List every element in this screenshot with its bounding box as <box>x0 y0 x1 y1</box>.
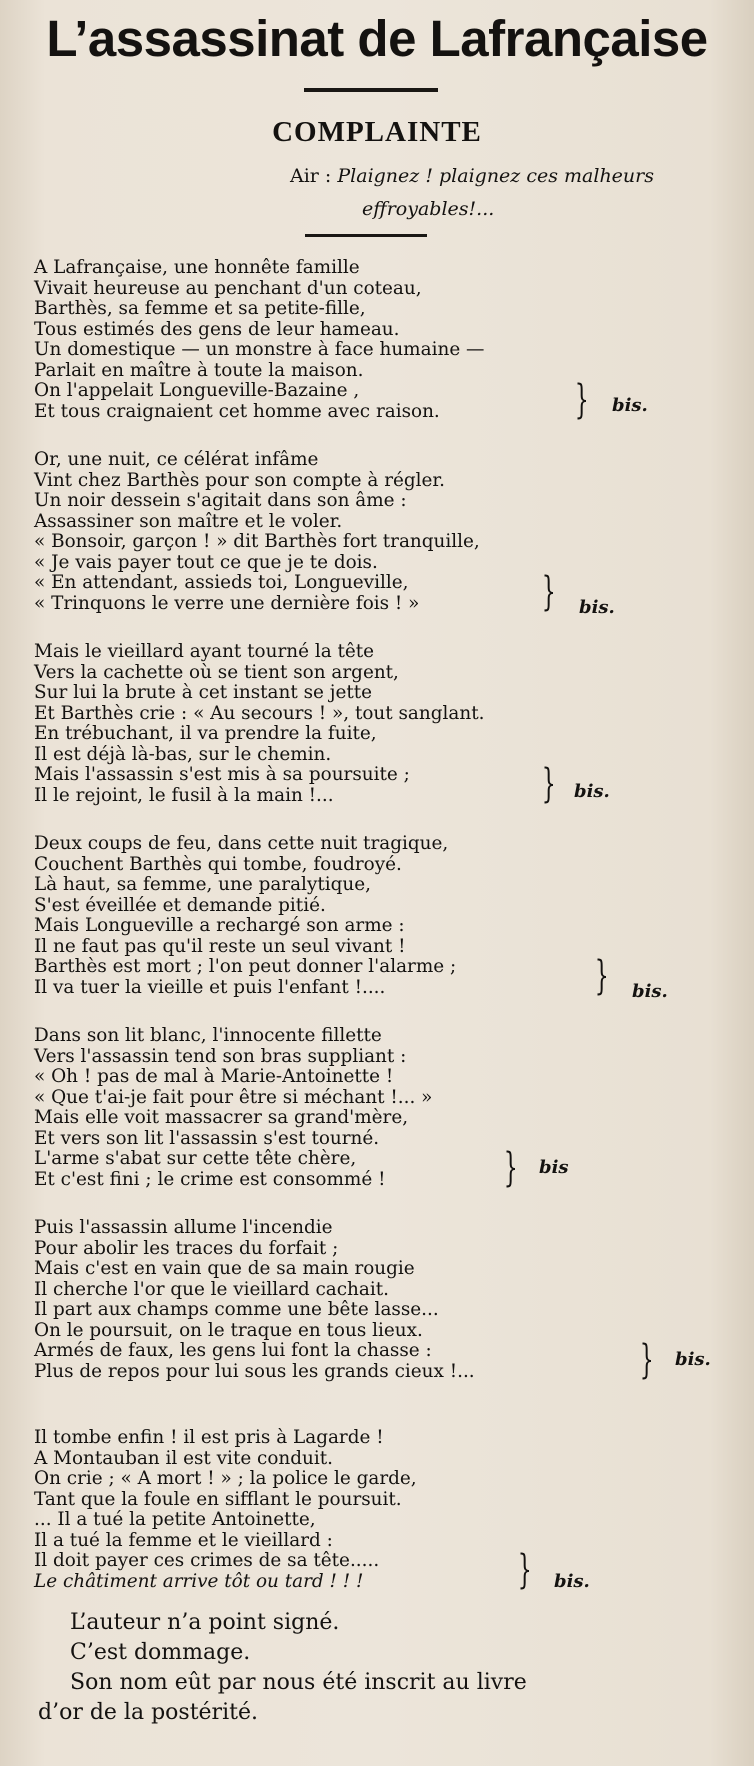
refrain-brace: } <box>594 953 609 999</box>
verse-line: Il est déjà là-bas, sur le chemin. <box>34 743 332 765</box>
refrain-brace: } <box>639 1337 654 1383</box>
verse-line: Le châtiment arrive tôt ou tard ! ! ! <box>34 1570 364 1592</box>
air-indication <box>290 160 730 226</box>
verse-line: Barthès est mort ; l'on peut donner l'alarme ; <box>34 956 457 977</box>
note-line: C’est dommage. <box>70 1640 251 1665</box>
verse-line: Il va tuer la vieille et puis l'enfant !.... <box>34 976 386 998</box>
verse-line: On crie ; « A mort ! » ; la police le garde, <box>34 1468 417 1489</box>
verse-line: Mais c'est en vain que de sa main rougie <box>34 1258 415 1279</box>
verse-line: Dans son lit blanc, l'innocente fillette <box>34 1025 382 1046</box>
air-label: Air : <box>290 165 332 187</box>
verse-line: Pour abolir les traces du forfait ; <box>34 1237 339 1259</box>
bis-label: bis. <box>612 395 648 416</box>
verse-line: Il part aux champs comme une bête lasse... <box>34 1299 439 1320</box>
verse-line: Là haut, sa femme, une paralytique, <box>34 874 371 895</box>
verse-line: Plus de repos pour lui sous les grands cieux !... <box>34 1360 475 1382</box>
stanza-7 <box>34 1428 734 1592</box>
verse-line: « Oh ! pas de mal à Marie-Antoinette ! <box>34 1066 394 1087</box>
verse-line: Vint chez Barthès pour son compte à régler. <box>34 469 446 491</box>
note-line: L’auteur n’a point signé. <box>70 1610 340 1635</box>
verse-line: Un noir dessein s'agitait dans son âme : <box>34 490 407 511</box>
title-divider <box>304 88 438 92</box>
verse-line: « En attendant, assieds toi, Longueville, <box>34 572 409 593</box>
bis-label: bis. <box>632 981 668 1002</box>
verse-line: Assassiner son maître et le voler. <box>34 510 343 532</box>
verse-line: Il cherche l'or que le vieillard cachait. <box>34 1278 389 1300</box>
stanza-6 <box>34 1218 734 1382</box>
verse-line: Vers l'assassin tend son bras suppliant : <box>34 1045 407 1067</box>
subtitle: COMPLAINTE <box>272 116 482 148</box>
note-line: d’or de la postérité. <box>38 1700 258 1725</box>
bis-label: bis. <box>675 1349 711 1370</box>
verse-line: Parlait en maître à toute la maison. <box>34 359 364 381</box>
refrain-brace: } <box>541 569 556 615</box>
verse-line: Mais le vieillard ayant tourné la tête <box>34 641 375 662</box>
refrain-brace: } <box>541 761 556 807</box>
verse-line: Mais elle voit massacrer sa grand'mère, <box>34 1107 409 1128</box>
verse-line: Armés de faux, les gens lui font la chasse : <box>34 1340 432 1361</box>
verse-line: Et tous craignaient cet homme avec raison. <box>34 400 440 422</box>
verse-line: Or, une nuit, ce célérat infâme <box>34 449 319 470</box>
stanza-1 <box>34 258 734 422</box>
note-line: Son nom eût par nous été inscrit au livre <box>70 1670 527 1695</box>
verse-line: A Lafrançaise, une honnête famille <box>34 257 360 278</box>
stanza-2 <box>34 449 734 618</box>
verse-line: « Je vais payer tout ce que je te dois. <box>34 551 378 573</box>
verse-line: L'arme s'abat sur cette tête chère, <box>34 1148 357 1169</box>
verse-line: Et vers son lit l'assassin s'est tourné. <box>34 1127 380 1149</box>
stanza-5 <box>34 1026 734 1190</box>
verse-line: Tant que la foule en sifflant le poursuit. <box>34 1488 402 1510</box>
verse-line: Deux coups de feu, dans cette nuit tragique, <box>34 833 449 854</box>
verse-line: A Montauban il est vite conduit. <box>34 1447 334 1469</box>
air-divider <box>305 234 427 237</box>
verse-line: « Trinquons le verre une dernière fois ! » <box>34 592 420 614</box>
verse-line: Mais Longueville a rechargé son arme : <box>34 915 405 936</box>
verse-line: On le poursuit, on le traque en tous lieux. <box>34 1319 423 1341</box>
air-text-line1: Plaignez ! plaignez ces malheurs <box>337 165 654 187</box>
bis-label: bis. <box>574 781 610 802</box>
verse-line: Et c'est fini ; le crime est consommé ! <box>34 1168 386 1190</box>
verse-line: Tous estimés des gens de leur hameau. <box>34 318 400 340</box>
verse-line: S'est éveillée et demande pitié. <box>34 894 326 916</box>
verse-line: Mais l'assassin s'est mis à sa poursuite ; <box>34 764 410 785</box>
air-text-line2: effroyables!... <box>362 198 495 220</box>
page-title: L’assassinat de Lafrançaise <box>46 10 708 67</box>
verse-line: Barthès, sa femme et sa petite-fille, <box>34 298 366 319</box>
verse-line: On l'appelait Longueville-Bazaine , <box>34 380 360 401</box>
verse-line: ... Il a tué la petite Antoinette, <box>34 1509 316 1530</box>
bis-label: bis <box>539 1157 569 1178</box>
verse-line: Vers la cachette où se tient son argent, <box>34 661 399 683</box>
bis-label: bis. <box>579 597 615 618</box>
stanza-3 <box>34 642 734 806</box>
bis-label: bis. <box>554 1571 590 1592</box>
refrain-brace: } <box>574 377 589 423</box>
verse-line: Puis l'assassin allume l'incendie <box>34 1217 333 1238</box>
verse-line: Il a tué la femme et le vieillard : <box>34 1529 333 1551</box>
verse-line: Il tombe enfin ! il est pris à Lagarde ! <box>34 1427 384 1448</box>
stanza-4 <box>34 833 734 1002</box>
verse-line: En trébuchant, il va prendre la fuite, <box>34 723 377 744</box>
verse-line: Il le rejoint, le fusil à la main !... <box>34 784 334 806</box>
verse-line: Il doit payer ces crimes de sa tête..... <box>34 1550 380 1571</box>
refrain-brace: } <box>517 1547 532 1593</box>
verse-line: « Que t'ai-je fait pour être si méchant !... » <box>34 1086 433 1108</box>
verse-line: Et Barthès crie : « Au secours ! », tout sanglant. <box>34 702 485 724</box>
verse-line: Vivait heureuse au penchant d'un coteau, <box>34 277 422 299</box>
verse-line: Sur lui la brute à cet instant se jette <box>34 682 372 703</box>
verse-line: Un domestique — un monstre à face humaine — <box>34 339 485 360</box>
verse-line: Il ne faut pas qu'il reste un seul vivant ! <box>34 935 406 957</box>
verse-line: Couchent Barthès qui tombe, foudroyé. <box>34 853 402 875</box>
verse-line: « Bonsoir, garçon ! » dit Barthès fort tranquille, <box>34 531 480 552</box>
editorial-note <box>38 1608 738 1728</box>
refrain-brace: } <box>503 1145 518 1191</box>
